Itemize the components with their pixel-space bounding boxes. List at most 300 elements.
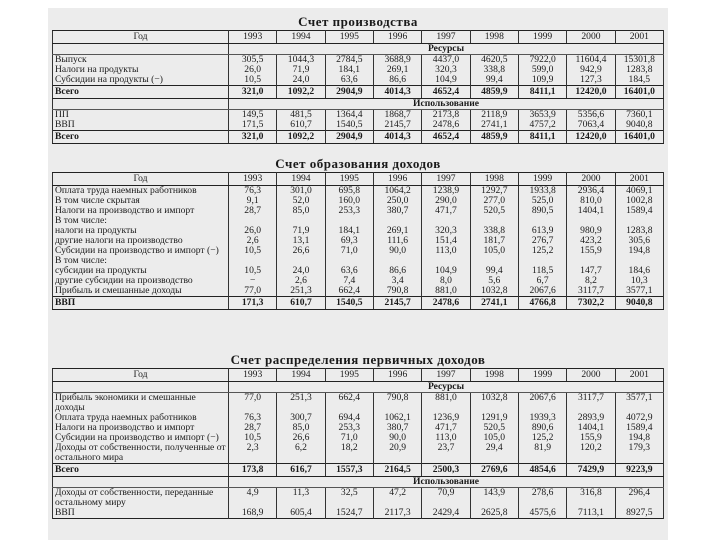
- value-cell: 1589,4: [615, 423, 663, 433]
- value-cell: 155,9: [567, 433, 615, 443]
- value-cell: 99,4: [470, 266, 518, 276]
- value-cell: 890,5: [518, 206, 566, 216]
- value-cell: 2,6: [229, 236, 277, 246]
- value-cell: 423,2: [567, 236, 615, 246]
- value-cell: 4766,8: [518, 297, 566, 310]
- value-cell: 8411,1: [518, 131, 566, 144]
- value-cell: 2429,4: [422, 508, 470, 519]
- row-label: Налоги на продукты: [53, 65, 229, 75]
- total-row: [53, 297, 664, 310]
- table-row: [53, 286, 664, 297]
- value-cell: 111,6: [373, 236, 421, 246]
- value-cell: 2145,7: [373, 297, 421, 310]
- value-cell: 7360,1: [615, 110, 663, 121]
- value-cell: −: [229, 276, 277, 286]
- value-cell: 1404,1: [567, 423, 615, 433]
- row-label: Налоги на производство и импорт: [53, 423, 229, 433]
- value-cell: [470, 216, 518, 226]
- value-cell: 2936,4: [567, 186, 615, 197]
- value-cell: 76,3: [229, 186, 277, 197]
- value-cell: [567, 256, 615, 266]
- value-cell: 69,3: [325, 236, 373, 246]
- row-label: В том числе:: [53, 216, 229, 226]
- value-cell: 77,0: [229, 393, 277, 414]
- table-row: [53, 55, 664, 66]
- value-cell: 810,0: [567, 196, 615, 206]
- value-cell: 85,0: [277, 206, 325, 216]
- value-cell: 5356,6: [567, 110, 615, 121]
- value-cell: 149,5: [229, 110, 277, 121]
- value-cell: 7429,9: [567, 464, 615, 477]
- row-label: Всего: [53, 131, 229, 144]
- value-cell: 616,7: [277, 464, 325, 477]
- value-cell: 8927,5: [615, 508, 663, 519]
- value-cell: 4014,3: [373, 86, 421, 99]
- value-cell: 90,0: [373, 246, 421, 256]
- value-cell: 881,0: [422, 286, 470, 297]
- row-label: Прибыль экономики и смешанные доходы: [53, 393, 229, 414]
- value-cell: 104,9: [422, 266, 470, 276]
- subsection-spacer: [53, 477, 229, 488]
- value-cell: 109,9: [518, 75, 566, 86]
- row-label: Всего: [53, 86, 229, 99]
- value-cell: 71,0: [325, 433, 373, 443]
- value-cell: 1032,8: [470, 393, 518, 414]
- value-cell: 3117,7: [567, 286, 615, 297]
- value-cell: 9,1: [229, 196, 277, 206]
- value-cell: 253,3: [325, 206, 373, 216]
- value-cell: 1589,4: [615, 206, 663, 216]
- value-cell: 1540,5: [325, 297, 373, 310]
- table-row: [53, 75, 664, 86]
- value-cell: 76,3: [229, 413, 277, 423]
- value-cell: 1364,4: [325, 110, 373, 121]
- table-row: [53, 226, 664, 236]
- production-section: [52, 14, 664, 144]
- value-cell: 890,6: [518, 423, 566, 433]
- table-row: [53, 236, 664, 246]
- value-cell: 278,6: [518, 488, 566, 509]
- value-cell: 7302,2: [567, 297, 615, 310]
- value-cell: 151,4: [422, 236, 470, 246]
- row-label: Субсидии на продукты (−): [53, 75, 229, 86]
- table-row: [53, 266, 664, 276]
- table-row: [53, 246, 664, 256]
- row-label: ВВП: [53, 508, 229, 519]
- subsection-header-row: [53, 99, 664, 110]
- value-cell: 1236,9: [422, 413, 470, 423]
- value-cell: 26,0: [229, 226, 277, 236]
- value-cell: 662,4: [325, 393, 373, 414]
- value-cell: 63,6: [325, 266, 373, 276]
- year-header: 1996: [373, 173, 421, 186]
- row-label: Оплата труда наемных работников: [53, 186, 229, 197]
- year-header: 1998: [470, 31, 518, 44]
- value-cell: 2117,3: [373, 508, 421, 519]
- year-header: 1998: [470, 173, 518, 186]
- value-cell: [422, 256, 470, 266]
- value-cell: 277,0: [470, 196, 518, 206]
- value-cell: 29,4: [470, 443, 518, 464]
- year-header: 1995: [325, 173, 373, 186]
- value-cell: 1283,8: [615, 65, 663, 75]
- value-cell: 26,6: [277, 433, 325, 443]
- value-cell: 3653,9: [518, 110, 566, 121]
- primary-distribution-title: Счет распределения первичных доходов: [230, 352, 486, 367]
- value-cell: 71,9: [277, 65, 325, 75]
- value-cell: 173,8: [229, 464, 277, 477]
- value-cell: 6,2: [277, 443, 325, 464]
- year-header: 1999: [518, 31, 566, 44]
- value-cell: 168,9: [229, 508, 277, 519]
- row-label: Всего: [53, 464, 229, 477]
- table-row: [53, 276, 664, 286]
- year-header: 2000: [567, 31, 615, 44]
- table-row: [53, 423, 664, 433]
- value-cell: 338,8: [470, 65, 518, 75]
- header-row: [53, 173, 664, 186]
- total-row: [53, 86, 664, 99]
- value-cell: 28,7: [229, 206, 277, 216]
- value-cell: 320,3: [422, 226, 470, 236]
- value-cell: [470, 256, 518, 266]
- value-cell: 380,7: [373, 206, 421, 216]
- value-cell: 90,0: [373, 433, 421, 443]
- value-cell: 4,9: [229, 488, 277, 509]
- value-cell: 790,8: [373, 286, 421, 297]
- value-cell: 1540,5: [325, 120, 373, 131]
- year-header: 1998: [470, 369, 518, 382]
- table-row: [53, 110, 664, 121]
- value-cell: [373, 256, 421, 266]
- value-cell: 26,0: [229, 65, 277, 75]
- year-column-header: Год: [53, 173, 229, 186]
- subsection-header-row: [53, 382, 664, 393]
- value-cell: 250,0: [373, 196, 421, 206]
- value-cell: 105,0: [470, 433, 518, 443]
- value-cell: 4859,9: [470, 131, 518, 144]
- year-header: 1995: [325, 369, 373, 382]
- value-cell: 99,4: [470, 75, 518, 86]
- value-cell: 26,6: [277, 246, 325, 256]
- value-cell: 1064,2: [373, 186, 421, 197]
- value-cell: 1868,7: [373, 110, 421, 121]
- value-cell: 1044,3: [277, 55, 325, 66]
- value-cell: 942,9: [567, 65, 615, 75]
- value-cell: 4575,6: [518, 508, 566, 519]
- value-cell: 184,1: [325, 226, 373, 236]
- value-cell: 10,3: [615, 276, 663, 286]
- value-cell: 1032,8: [470, 286, 518, 297]
- row-label: Субсидии на производство и импорт (−): [53, 246, 229, 256]
- value-cell: 10,5: [229, 75, 277, 86]
- value-cell: 11,3: [277, 488, 325, 509]
- value-cell: 2,3: [229, 443, 277, 464]
- value-cell: 125,2: [518, 433, 566, 443]
- value-cell: [567, 216, 615, 226]
- value-cell: 20,9: [373, 443, 421, 464]
- value-cell: 24,0: [277, 75, 325, 86]
- value-cell: 155,9: [567, 246, 615, 256]
- table-row: [53, 443, 664, 464]
- value-cell: 2893,9: [567, 413, 615, 423]
- value-cell: 7,4: [325, 276, 373, 286]
- table-row: [53, 196, 664, 206]
- value-cell: 18,2: [325, 443, 373, 464]
- value-cell: 1092,2: [277, 131, 325, 144]
- value-cell: 605,4: [277, 508, 325, 519]
- value-cell: 3577,1: [615, 286, 663, 297]
- value-cell: 4854,6: [518, 464, 566, 477]
- value-cell: 52,0: [277, 196, 325, 206]
- value-cell: [518, 216, 566, 226]
- value-cell: 1283,8: [615, 226, 663, 236]
- value-cell: 184,5: [615, 75, 663, 86]
- value-cell: 7113,1: [567, 508, 615, 519]
- total-row: [53, 131, 664, 144]
- value-cell: 77,0: [229, 286, 277, 297]
- value-cell: 4437,0: [422, 55, 470, 66]
- value-cell: 790,8: [373, 393, 421, 414]
- year-header: 1996: [373, 369, 421, 382]
- value-cell: 4069,1: [615, 186, 663, 197]
- year-header: 2001: [615, 31, 663, 44]
- value-cell: 694,4: [325, 413, 373, 423]
- value-cell: 8,2: [567, 276, 615, 286]
- value-cell: 11604,4: [567, 55, 615, 66]
- value-cell: 81,9: [518, 443, 566, 464]
- value-cell: 305,6: [615, 236, 663, 246]
- row-label: Оплата труда наемных работников: [53, 413, 229, 423]
- header-row: [53, 369, 664, 382]
- year-header: 1993: [229, 173, 277, 186]
- table-row: [53, 433, 664, 443]
- value-cell: 4620,5: [470, 55, 518, 66]
- value-cell: 63,6: [325, 75, 373, 86]
- value-cell: 4757,2: [518, 120, 566, 131]
- value-cell: 70,9: [422, 488, 470, 509]
- value-cell: 610,7: [277, 297, 325, 310]
- year-header: 1999: [518, 369, 566, 382]
- value-cell: 525,0: [518, 196, 566, 206]
- value-cell: 2478,6: [422, 297, 470, 310]
- value-cell: 24,0: [277, 266, 325, 276]
- value-cell: 2067,6: [518, 393, 566, 414]
- value-cell: 9040,8: [615, 120, 663, 131]
- table-row: [53, 65, 664, 75]
- value-cell: 296,4: [615, 488, 663, 509]
- value-cell: 3688,9: [373, 55, 421, 66]
- row-label: В том числе скрытая: [53, 196, 229, 206]
- value-cell: 13,1: [277, 236, 325, 246]
- value-cell: 1062,1: [373, 413, 421, 423]
- value-cell: 301,0: [277, 186, 325, 197]
- value-cell: [277, 256, 325, 266]
- value-cell: 105,0: [470, 246, 518, 256]
- value-cell: 269,1: [373, 226, 421, 236]
- row-label: Прибыль и смешанные доходы: [53, 286, 229, 297]
- year-header: 2000: [567, 369, 615, 382]
- value-cell: [229, 216, 277, 226]
- value-cell: 125,2: [518, 246, 566, 256]
- primary-distribution-section: [52, 352, 664, 519]
- value-cell: 71,9: [277, 226, 325, 236]
- row-label: ВВП: [53, 120, 229, 131]
- value-cell: 695,8: [325, 186, 373, 197]
- year-column-header: Год: [53, 369, 229, 382]
- value-cell: 2478,6: [422, 120, 470, 131]
- value-cell: 118,5: [518, 266, 566, 276]
- value-cell: 253,3: [325, 423, 373, 433]
- value-cell: 47,2: [373, 488, 421, 509]
- value-cell: 194,8: [615, 246, 663, 256]
- value-cell: 28,7: [229, 423, 277, 433]
- year-header: 1999: [518, 173, 566, 186]
- value-cell: [615, 256, 663, 266]
- value-cell: 1933,8: [518, 186, 566, 197]
- value-cell: 5,6: [470, 276, 518, 286]
- value-cell: 23,7: [422, 443, 470, 464]
- year-header: 1997: [422, 369, 470, 382]
- value-cell: 471,7: [422, 423, 470, 433]
- value-cell: 120,2: [567, 443, 615, 464]
- value-cell: 12420,0: [567, 86, 615, 99]
- value-cell: 2904,9: [325, 86, 373, 99]
- value-cell: 4652,4: [422, 131, 470, 144]
- value-cell: 338,8: [470, 226, 518, 236]
- value-cell: 181,7: [470, 236, 518, 246]
- value-cell: 16401,0: [615, 131, 663, 144]
- value-cell: 86,6: [373, 75, 421, 86]
- subsection-header: Ресурсы: [229, 382, 664, 393]
- value-cell: 251,3: [277, 286, 325, 297]
- value-cell: 32,5: [325, 488, 373, 509]
- value-cell: 599,0: [518, 65, 566, 75]
- primary-distribution-table: [52, 368, 664, 519]
- row-label: Доходы от собственности, переданные остальному миру: [53, 488, 229, 509]
- income-formation-section: [52, 156, 664, 310]
- subsection-header-row: [53, 44, 664, 55]
- year-header: 1993: [229, 369, 277, 382]
- value-cell: 86,6: [373, 266, 421, 276]
- value-cell: 127,3: [567, 75, 615, 86]
- year-header: 1994: [277, 173, 325, 186]
- value-cell: 1524,7: [325, 508, 373, 519]
- subsection-spacer: [53, 382, 229, 393]
- value-cell: 9040,8: [615, 297, 663, 310]
- subsection-header-row: [53, 477, 664, 488]
- value-cell: 143,9: [470, 488, 518, 509]
- year-header: 1993: [229, 31, 277, 44]
- year-column-header: Год: [53, 31, 229, 44]
- value-cell: 3577,1: [615, 393, 663, 414]
- value-cell: 3117,7: [567, 393, 615, 414]
- value-cell: 481,5: [277, 110, 325, 121]
- value-cell: 160,0: [325, 196, 373, 206]
- value-cell: 6,7: [518, 276, 566, 286]
- value-cell: 520,5: [470, 423, 518, 433]
- year-header: 1994: [277, 31, 325, 44]
- value-cell: 520,5: [470, 206, 518, 216]
- value-cell: 171,3: [229, 297, 277, 310]
- subsection-spacer: [53, 99, 229, 110]
- value-cell: 471,7: [422, 206, 470, 216]
- row-label: налоги на продукты: [53, 226, 229, 236]
- value-cell: 4859,9: [470, 86, 518, 99]
- value-cell: 2769,6: [470, 464, 518, 477]
- value-cell: 980,9: [567, 226, 615, 236]
- value-cell: 2625,8: [470, 508, 518, 519]
- subsection-header: Использование: [229, 99, 664, 110]
- year-header: 1997: [422, 173, 470, 186]
- value-cell: [615, 216, 663, 226]
- value-cell: [518, 256, 566, 266]
- year-header: 1995: [325, 31, 373, 44]
- value-cell: 1404,1: [567, 206, 615, 216]
- value-cell: 184,6: [615, 266, 663, 276]
- value-cell: [422, 216, 470, 226]
- value-cell: 613,9: [518, 226, 566, 236]
- value-cell: 8,0: [422, 276, 470, 286]
- value-cell: [229, 256, 277, 266]
- value-cell: 2,6: [277, 276, 325, 286]
- value-cell: 2784,5: [325, 55, 373, 66]
- value-cell: 104,9: [422, 75, 470, 86]
- value-cell: 10,5: [229, 246, 277, 256]
- value-cell: 16401,0: [615, 86, 663, 99]
- value-cell: 194,8: [615, 433, 663, 443]
- scanned-page: [48, 8, 668, 540]
- row-label: В том числе:: [53, 256, 229, 266]
- value-cell: 276,7: [518, 236, 566, 246]
- value-cell: 1092,2: [277, 86, 325, 99]
- table-row: [53, 216, 664, 226]
- value-cell: 8411,1: [518, 86, 566, 99]
- value-cell: 15301,8: [615, 55, 663, 66]
- total-row: [53, 464, 664, 477]
- table-row: [53, 256, 664, 266]
- value-cell: 321,0: [229, 86, 277, 99]
- row-label: другие субсидии на производство: [53, 276, 229, 286]
- value-cell: 171,5: [229, 120, 277, 131]
- row-label: Налоги на производство и импорт: [53, 206, 229, 216]
- header-row: [53, 31, 664, 44]
- value-cell: [277, 216, 325, 226]
- value-cell: [325, 256, 373, 266]
- value-cell: 251,3: [277, 393, 325, 414]
- value-cell: 1291,9: [470, 413, 518, 423]
- value-cell: 662,4: [325, 286, 373, 297]
- value-cell: 10,5: [229, 266, 277, 276]
- value-cell: 1238,9: [422, 186, 470, 197]
- value-cell: 2500,3: [422, 464, 470, 477]
- row-label: субсидии на продукты: [53, 266, 229, 276]
- row-label: Субсидии на производство и импорт (−): [53, 433, 229, 443]
- value-cell: 9223,9: [615, 464, 663, 477]
- value-cell: 300,7: [277, 413, 325, 423]
- table-row: [53, 413, 664, 423]
- value-cell: 4072,9: [615, 413, 663, 423]
- income-formation-title: Счет образования доходов: [275, 156, 441, 171]
- row-label: Выпуск: [53, 55, 229, 66]
- value-cell: 610,7: [277, 120, 325, 131]
- row-label: Доходы от собственности, полученные от остального мира: [53, 443, 229, 464]
- year-header: 2001: [615, 173, 663, 186]
- year-header: 1996: [373, 31, 421, 44]
- value-cell: 10,5: [229, 433, 277, 443]
- table-row: [53, 488, 664, 509]
- value-cell: 320,3: [422, 65, 470, 75]
